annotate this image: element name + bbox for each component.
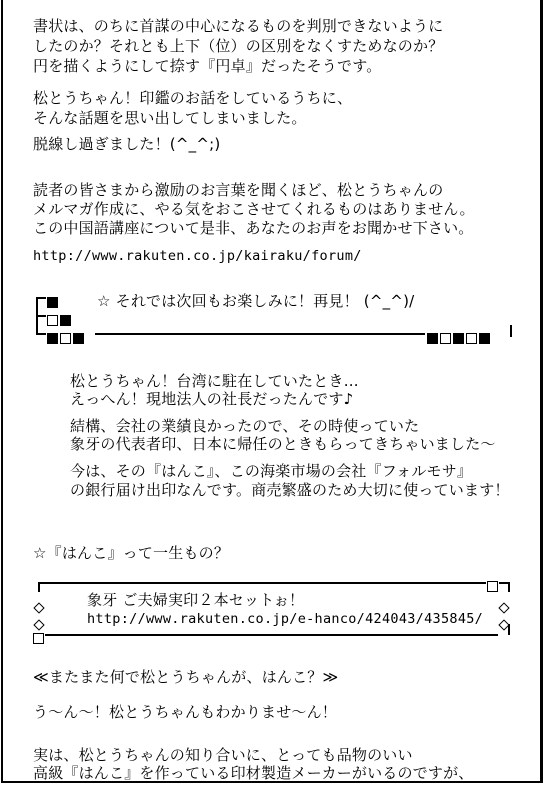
hanko-heading: ☆『はんこ』って一生もの？ (33, 544, 230, 562)
digress-line: 脱線し過ぎました！(^_^;) (33, 135, 221, 153)
next-box-tick-3 (36, 333, 46, 335)
story-p2-line-2: 象牙の代表者印、日本に帰任のときもらってきちゃいました～ (70, 435, 496, 453)
answer-line: う～ん～！松とうちゃんもわかりませ～ん！ (33, 703, 338, 721)
closing-line-1: 実は、松とうちゃんの知り合いに、とっても品物のいい (33, 746, 413, 764)
story-p1-line-1: 松とうちゃん！台湾に駐在していたとき… (70, 372, 359, 390)
next-box-squares-right (427, 328, 490, 347)
readers-line-2: メルマガ作成に、やる気をおこさせてくれるものはありません。 (33, 200, 475, 218)
hanko-product-link[interactable]: http://www.rakuten.co.jp/e-hanco/424043/435845/ (87, 611, 484, 627)
question-line: ≪またまた何で松とうちゃんが、はんこ？≫ (33, 668, 339, 686)
memory-line-1: 松とうちゃん！印鑑のお話をしているうちに、 (33, 89, 353, 107)
closing-line-2: 高級『はんこ』を作っている印材製造メーカーがいるのですが、 (33, 764, 474, 782)
next-time-text: ☆ それでは次回もお楽しみに！再見！ (^_^)/ (97, 292, 415, 310)
intro-line-3: 円を描くようにして捺す『円卓』だったそうです。 (33, 57, 382, 75)
intro-line-1: 書状は、のちに首謀の中心になるものを判別できないように (33, 17, 444, 35)
hanko-box-bottom-square (33, 628, 44, 647)
hanko-box-bottom-rule (45, 634, 498, 636)
hanko-box-top-square (487, 576, 498, 595)
memory-line-2: そんな話題を思い出してしまいました。 (33, 109, 307, 127)
hanko-box-br-tick (508, 624, 510, 635)
next-box-tick-1 (36, 297, 46, 299)
next-box-squares-row-1 (47, 292, 58, 311)
forum-link[interactable]: http://www.rakuten.co.jp/kairaku/forum/ (33, 248, 362, 264)
story-p3-line-1: 今は、その『はんこ』、この海楽市場の会社『フォルモサ』 (70, 462, 473, 480)
story-p2-line-1: 結構、会社の業績良かったので、その時使っていた (70, 417, 420, 435)
intro-line-2: したのか？それとも上下（位）の区別をなくすためなのか？ (33, 37, 444, 55)
next-box-bottom-rule (95, 333, 425, 335)
readers-line-1: 読者の皆さまから激励のお言葉を聞くほど、松とうちゃんの (33, 181, 444, 199)
next-box-squares-row-3 (47, 328, 84, 347)
hanko-box-top-rule (38, 582, 486, 584)
next-box-tick-2 (36, 315, 46, 317)
hanko-box-tl-tick (38, 582, 40, 592)
story-p3-line-2: の銀行届け出印なんです。商売繁盛のため大切に使っています！ (70, 481, 510, 499)
hanko-product-title: 象牙 ご夫婦実印２本セットぉ！ (87, 591, 305, 609)
hanko-box-tr-tick (508, 582, 510, 592)
readers-line-3: この中国語講座について是非、あなたのお声をお聞かせ下さい。 (33, 219, 474, 237)
next-box-right-tick (510, 325, 512, 337)
hanko-box-diamond-4 (500, 614, 508, 633)
next-box-squares-row-2 (47, 310, 71, 329)
story-p1-line-2: えっへん！現地法人の社長だったんです♪ (70, 390, 354, 408)
